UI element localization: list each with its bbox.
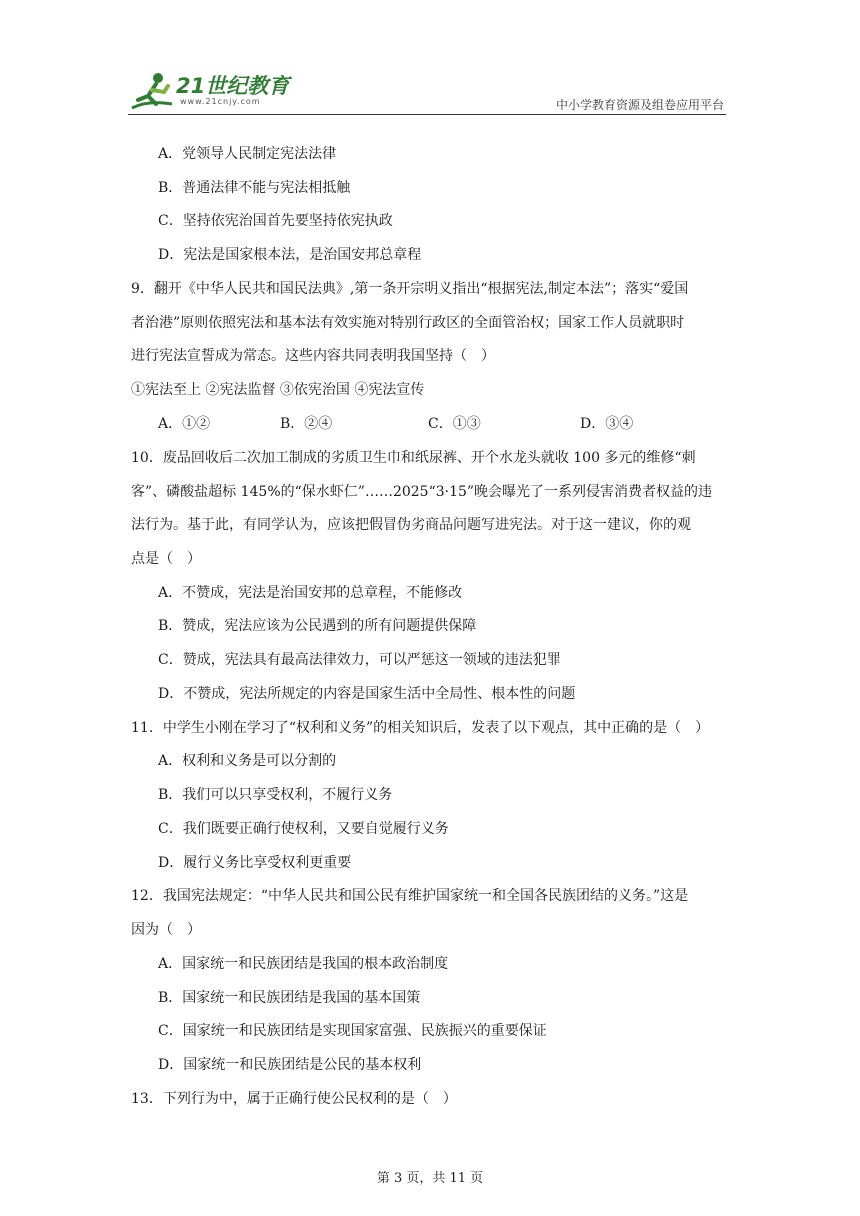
- option-a: A．①②: [158, 416, 211, 432]
- option-line: B．国家统一和民族团结是我国的基本国策: [158, 990, 421, 1006]
- question-line: 9．翻开《中华人民共和国民法典》,第一条开宗明义指出“根据宪法,制定本法”；落实“爱国: [131, 281, 689, 297]
- option-line: B．赞成，宪法应该为公民遇到的所有问题提供保障: [158, 618, 477, 634]
- header-divider: [128, 114, 726, 115]
- question-line: 因为（ ）: [131, 922, 201, 938]
- option-line: D．履行义务比享受权利更重要: [158, 855, 352, 871]
- option-line: B．我们可以只享受权利，不履行义务: [158, 787, 393, 803]
- question-line: 法行为。基于此，有同学认为，应该把假冒伪劣商品问题写进宪法。对于这一建议，你的观: [131, 517, 691, 533]
- option-line: A．党领导人民制定宪法法律: [158, 146, 337, 162]
- question-line: 11．中学生小刚在学习了“权利和义务”的相关知识后，发表了以下观点，其中正确的是（ ）: [131, 720, 710, 736]
- page-number: 第 3 页，共 11 页: [376, 1171, 484, 1186]
- question-line: 进行宪法宣誓成为常态。这些内容共同表明我国坚持（ ）: [131, 348, 495, 364]
- statement-line: ①宪法至上 ②宪法监督 ③依宪治国 ④宪法宣传: [131, 382, 425, 398]
- option-c: C．①③: [428, 416, 481, 432]
- option-line: A．不赞成，宪法是治国安邦的总章程，不能修改: [158, 585, 463, 601]
- question-line: 12．我国宪法规定：“中华人民共和国公民有维护国家统一和全国各民族团结的义务。”这是: [131, 888, 689, 904]
- runner-logo-icon: [128, 70, 180, 114]
- question-line: 客”、磷酸盐超标 145%的“保水虾仁”……2025“3·15”晚会曝光了一系列侵害消费者权益的违: [131, 484, 713, 500]
- option-line: D．宪法是国家根本法，是治国安邦总章程: [158, 247, 422, 263]
- question-line: 者治港”原则依照宪法和基本法有效实施对特别行政区的全面管治权；国家工作人员就职时: [131, 315, 685, 331]
- page-header: [128, 66, 726, 116]
- option-line: D．不赞成，宪法所规定的内容是国家生活中全局性、根本性的问题: [158, 686, 576, 702]
- platform-name: 中小学教育资源及组卷应用平台: [555, 98, 724, 112]
- option-line: C．坚持依宪治国首先要坚持依宪执政: [158, 213, 393, 229]
- option-line: C．国家统一和民族团结是实现国家富强、民族振兴的重要保证: [158, 1023, 547, 1039]
- question-line: 10．废品回收后二次加工制成的劣质卫生巾和纸尿裤、开个水龙头就收 100 多元的维修“刺: [131, 450, 696, 466]
- option-line: A．权利和义务是可以分割的: [158, 753, 337, 769]
- option-b: B．②④: [280, 416, 333, 432]
- option-line: C．我们既要正确行使权利，又要自觉履行义务: [158, 821, 449, 837]
- option-line: D．国家统一和民族团结是公民的基本权利: [158, 1057, 422, 1073]
- option-line: B．普通法律不能与宪法相抵触: [158, 180, 351, 196]
- question-line: 点是（ ）: [131, 551, 201, 567]
- logo-text: 21世纪教育: [176, 74, 290, 98]
- option-d: D．③④: [580, 416, 634, 432]
- option-line: C．赞成，宪法具有最高法律效力，可以严惩这一领域的违法犯罪: [158, 652, 561, 668]
- question-line: 13．下列行为中，属于正确行使公民权利的是（ ）: [131, 1091, 457, 1107]
- logo-url: www.21cnjy.com: [180, 97, 261, 106]
- logo: [128, 70, 298, 114]
- option-line: A．国家统一和民族团结是我国的根本政治制度: [158, 956, 449, 972]
